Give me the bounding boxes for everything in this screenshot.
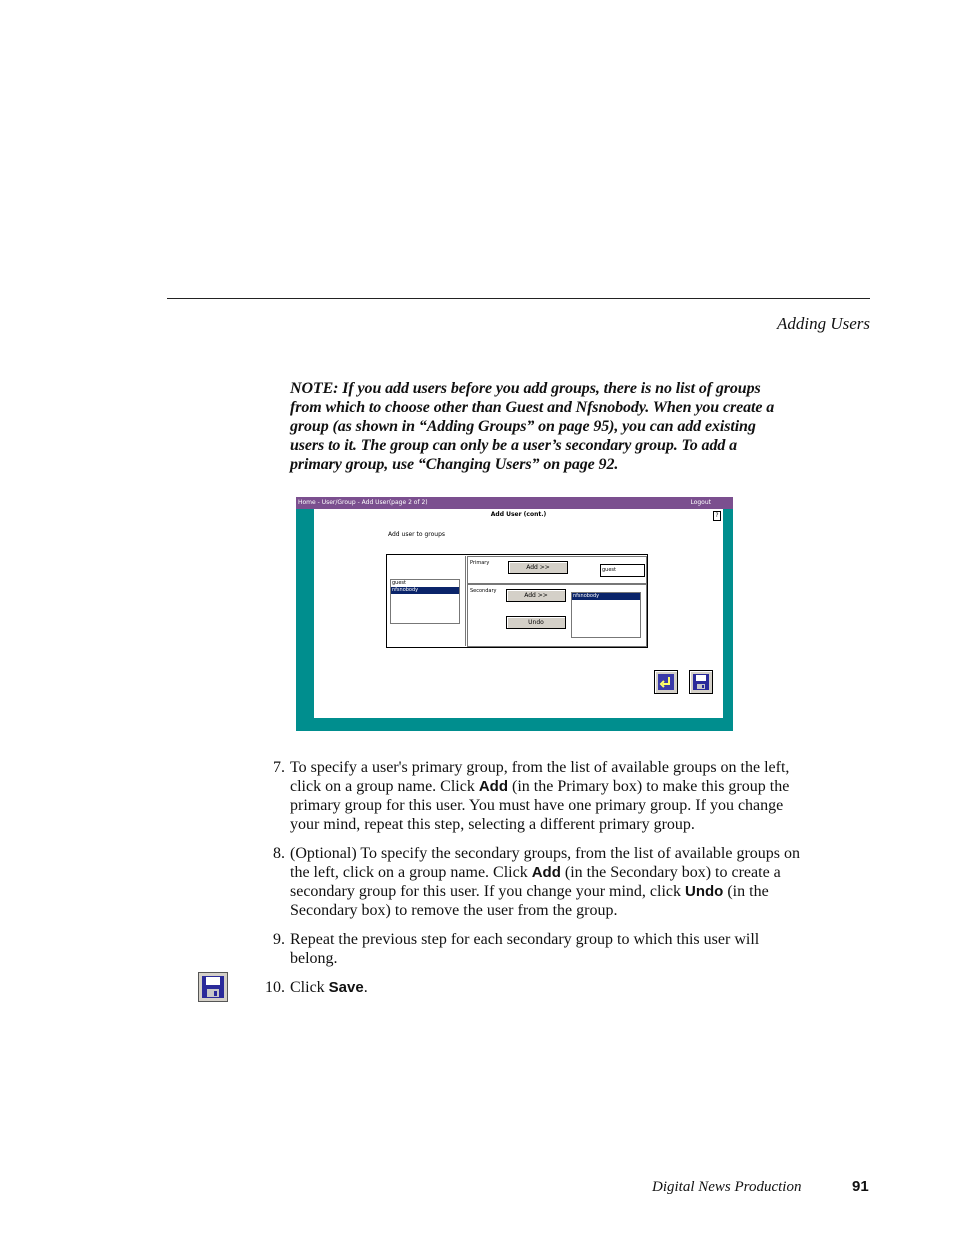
primary-box: [467, 556, 647, 584]
floppy-disk-icon: [693, 674, 709, 690]
primary-label: Primary: [470, 560, 490, 566]
return-arrow-icon: [658, 674, 674, 690]
save-command: Save: [328, 979, 364, 996]
step-number: 7.: [273, 759, 285, 776]
menu-bar: [296, 497, 733, 509]
available-groups-list[interactable]: [390, 579, 460, 624]
back-button[interactable]: [654, 670, 678, 694]
list-item[interactable]: nfsnobody: [572, 593, 640, 600]
content-panel: [314, 509, 723, 718]
add-command: Add: [531, 864, 561, 881]
save-icon: [198, 972, 228, 1002]
procedure-steps: [265, 758, 810, 1007]
undo-button[interactable]: Undo: [506, 616, 566, 629]
panel-title: Add User (cont.): [490, 511, 547, 518]
header-rule: [167, 298, 870, 299]
secondary-box: [467, 584, 647, 647]
logout-link[interactable]: Logout: [690, 499, 711, 506]
instruction-text: Add user to groups: [388, 531, 445, 538]
add-command: Add: [478, 778, 509, 795]
note-paragraph: NOTE: If you add users before you add groups, there is no list of groups from which to choose other than Guest and Nfsnobody. When you create a group (as shown in “Adding Groups” on page 95), you can add existing users to it. The group can only be a user’s secondary group. To add a primary group, use “Changing Users” on page 92.: [290, 380, 775, 473]
secondary-add-button[interactable]: Add >>: [506, 589, 566, 602]
step-number: 9.: [273, 931, 285, 948]
primary-group-field[interactable]: guest: [600, 564, 645, 577]
add-user-screenshot: [296, 497, 733, 731]
step-8: 8. (Optional) To specify the secondary groups, from the list of available groups on the left, click on a group name. Click Add (in the Secondary box) to create a secondary group for this user. If you change your mind, click Undo (in the Secondary box) to remove the user from the group.: [273, 845, 801, 919]
section-title: Adding Users: [776, 314, 870, 333]
save-button[interactable]: [689, 670, 713, 694]
secondary-label: Secondary: [470, 588, 497, 594]
step-number: 8.: [273, 845, 285, 862]
available-groups-cell: [388, 556, 466, 646]
list-item[interactable]: guest: [392, 580, 406, 586]
step-10: 10. Click Save.: [265, 979, 368, 996]
step-7: 7. To specify a user's primary group, from the list of available groups on the left, click on a group name. Click Add (in the Primary box) to make this group the primary group for this user. You must have one primary group. If you change your mind, repeat this step, selecting a different primary group.: [273, 759, 790, 833]
step-number: 10.: [265, 979, 285, 996]
primary-add-button[interactable]: Add >>: [508, 561, 568, 574]
group-assignment-table: [386, 554, 648, 648]
undo-command: Undo: [685, 883, 724, 900]
step-9: 9. Repeat the previous step for each secondary group to which this user will belong.: [273, 931, 760, 967]
list-item[interactable]: nfsnobody: [391, 587, 459, 594]
footer-book-title: Digital News Production: [652, 1179, 802, 1195]
help-icon[interactable]: ?: [713, 511, 721, 521]
breadcrumb[interactable]: Home - User/Group - Add User(page 2 of 2): [298, 499, 428, 506]
footer-page-number: 91: [852, 1178, 869, 1195]
secondary-groups-list[interactable]: [571, 592, 641, 638]
